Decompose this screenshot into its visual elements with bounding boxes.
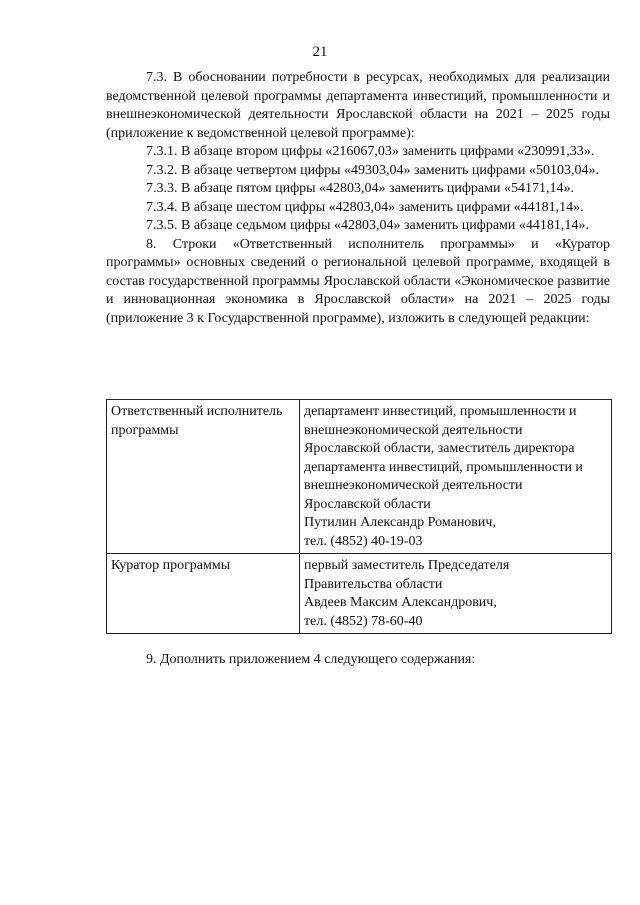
paragraph-8: 8. Строки «Ответственный исполнитель программы» и «Куратор программы» основных сведений о региональной целевой программе, входящей в состав государственной программы Ярославской области «Экономическое развитие и инновационная экономика в Ярославской области» на 2021 – 2025 годы (приложение 3 к Государственной программе), изложить в следующей редакции:: [106, 236, 610, 326]
paragraph-7-3-4: 7.3.4. В абзаце шестом цифры «42803,04» заменить цифрами «44181,14».: [146, 199, 584, 215]
table-cell-line: тел. (4852) 40-19-03: [304, 533, 423, 549]
paragraph-7-3: 7.3. В обосновании потребности в ресурсах, необходимых для реализации ведомственной целевой программы департамента инвестиций, промышленности и внешнеэкономической деятельности Ярославской области на 2021 – 2025 годы (приложение к ведомственной целевой программе):: [106, 70, 610, 141]
document-body: [106, 69, 610, 328]
table-cell-line: Авдеев Максим Александрович,: [304, 595, 497, 610]
table-cell-line: внешнеэкономической деятельности: [304, 478, 523, 493]
document-footer-text: [106, 651, 610, 670]
paragraph-7-3-1: 7.3.1. В абзаце втором цифры «216067,03» заменить цифрами «230991,33».: [146, 144, 595, 159]
table-cell-line: Ярославской области: [304, 496, 431, 512]
program-info-table: [106, 399, 612, 634]
page-number: 21: [312, 44, 328, 60]
table-cell-line: Ярославской области, заместитель директора: [304, 441, 575, 456]
table-cell-line: Путилин Александр Романович,: [304, 515, 496, 530]
table-cell-label: Ответственный исполнитель программы: [107, 400, 300, 554]
table-row-responsible-executor: [107, 400, 612, 554]
table-cell-line: Правительства области: [304, 576, 443, 592]
table-cell-line: тел. (4852) 78-60-40: [304, 613, 423, 629]
paragraph-7-3-5: 7.3.5. В абзаце седьмом цифры «42803,04» заменить цифрами «44181,14».: [146, 218, 589, 233]
table-cell-label: Куратор программы: [107, 554, 300, 634]
table-cell-line: внешнеэкономической деятельности: [304, 422, 523, 438]
table-cell-line: департамента инвестиций, промышленности и: [304, 459, 583, 475]
table-cell-value: [300, 554, 612, 634]
table-cell-line: департамент инвестиций, промышленности и: [304, 404, 577, 419]
table-cell-value: [300, 400, 612, 554]
table-cell-line: первый заместитель Председателя: [304, 558, 510, 573]
paragraph-7-3-2: 7.3.2. В абзаце четвертом цифры «49303,04» заменить цифрами «50103,04».: [146, 162, 599, 178]
paragraph-7-3-3: 7.3.3. В абзаце пятом цифры «42803,04» заменить цифрами «54171,14».: [146, 181, 574, 196]
table-row-curator: [107, 554, 612, 634]
paragraph-9: 9. Дополнить приложением 4 следующего содержания:: [146, 652, 476, 667]
